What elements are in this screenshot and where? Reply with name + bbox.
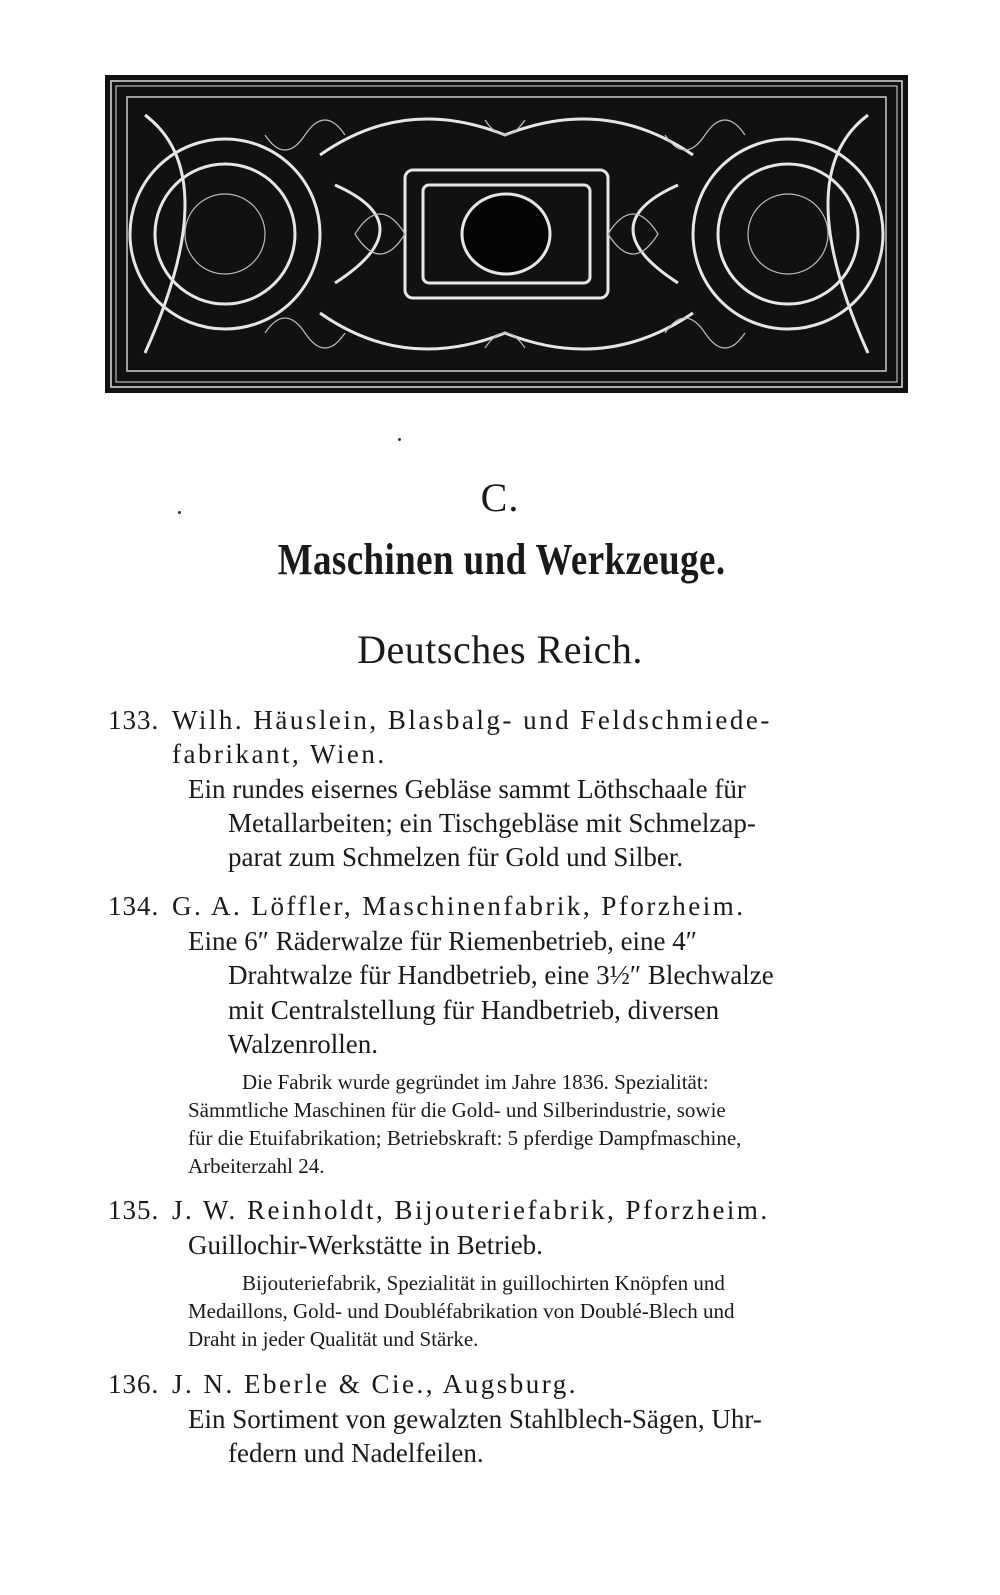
- entry-note-line: Die Fabrik wurde gegründet im Jahre 1836. Spezialität:: [242, 1070, 709, 1094]
- ornamental-header-panel-icon: [105, 75, 908, 393]
- entry-body-line: Ein Sortiment von gewalzten Stahlblech-Sägen, Uhr-: [188, 1404, 762, 1434]
- entry-note-line: Medaillons, Gold- und Doubléfabrikation von Doublé-Blech und: [188, 1299, 735, 1323]
- entry-note-line: für die Etuifabrikation; Betriebskraft: 5 pferdige Dampfmaschine,: [188, 1126, 742, 1150]
- entry-body-line: Metallarbeiten; ein Tischgebläse mit Schmelzap-: [228, 808, 756, 838]
- entry-body-line: parat zum Schmelzen für Gold und Silber.: [228, 842, 684, 872]
- section-title: Maschinen und Werkzeuge.: [277, 535, 726, 584]
- section-letter: C.: [480, 475, 520, 520]
- entry-heading-line: Wilh. Häuslein, Blasbalg- und Feldschmiede-: [172, 705, 772, 735]
- entry-body-line: mit Centralstellung für Handbetrieb, diversen: [228, 995, 720, 1025]
- ornamental-header-panel: [105, 75, 908, 393]
- entry-heading-line: J. N. Eberle & Cie., Augsburg.: [172, 1369, 578, 1399]
- entry-body-line: Ein rundes eisernes Gebläse sammt Löthschaale für: [188, 774, 746, 804]
- entry-note-line: Sämmtliche Maschinen für die Gold- und Silberindustrie, sowie: [188, 1098, 726, 1122]
- country-heading: Deutsches Reich.: [357, 627, 643, 672]
- entry-number: 133.: [108, 705, 160, 735]
- entry-note-line: Arbeiterzahl 24.: [188, 1154, 325, 1178]
- entry-body-line: Eine 6″ Räderwalze für Riemenbetrieb, eine 4″: [188, 926, 698, 956]
- entry-number: 134.: [108, 891, 160, 921]
- entry-body-line: Drahtwalze für Handbetrieb, eine 3½″ Blechwalze: [228, 960, 774, 990]
- entry-note-line: Draht in jeder Qualität und Stärke.: [188, 1327, 479, 1351]
- entry-number: 135.: [108, 1195, 160, 1225]
- entry-number: 136.: [108, 1369, 160, 1399]
- entry-heading-line: J. W. Reinholdt, Bijouteriefabrik, Pforzheim.: [172, 1195, 770, 1225]
- entry-heading-line: G. A. Löffler, Maschinenfabrik, Pforzheim.: [172, 891, 746, 921]
- entry-heading-line: fabrikant, Wien.: [172, 739, 387, 769]
- entry-body-line: federn und Nadelfeilen.: [228, 1438, 484, 1468]
- entry-body-line: Walzenrollen.: [228, 1029, 379, 1059]
- entry-body-line: Guillochir-Werkstätte in Betrieb.: [188, 1230, 543, 1260]
- entry-note-line: Bijouteriefabrik, Spezialität in guillochirten Knöpfen und: [242, 1271, 725, 1295]
